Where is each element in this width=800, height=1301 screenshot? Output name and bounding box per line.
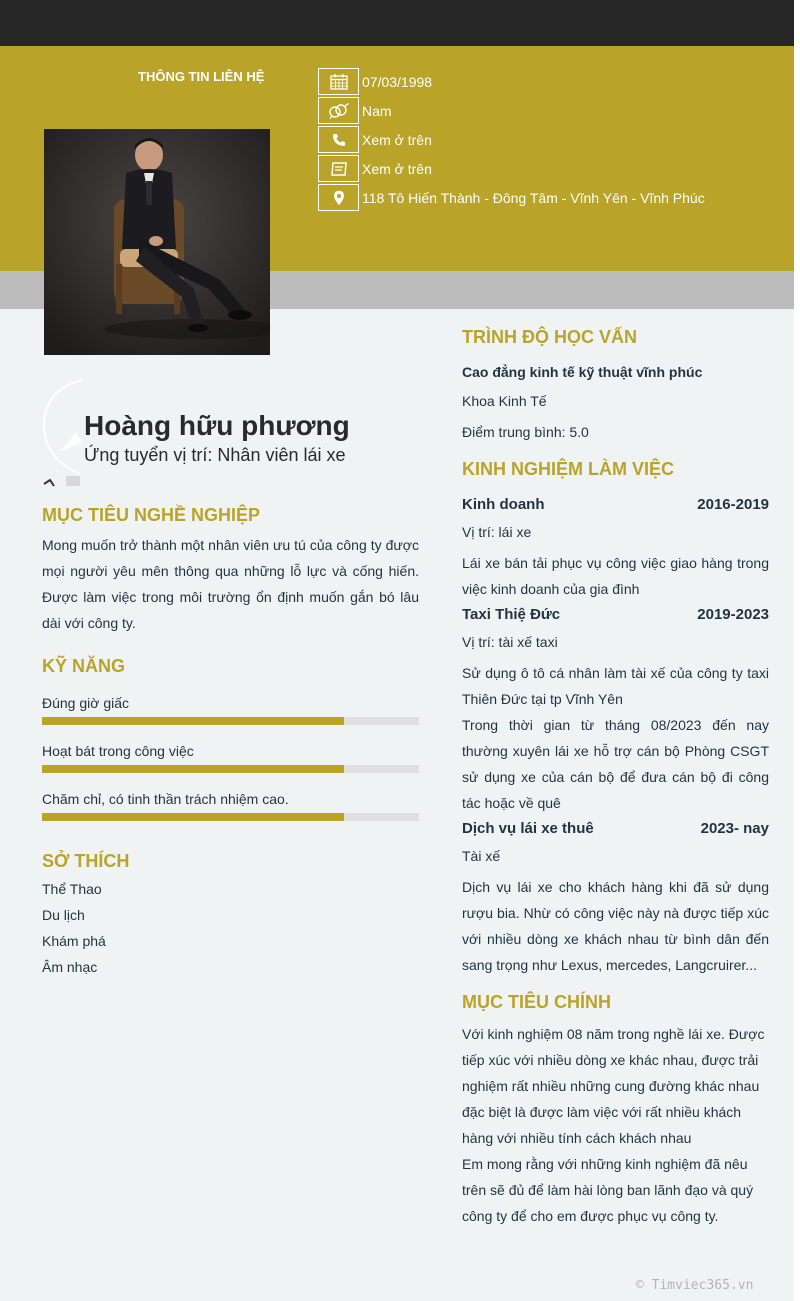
job-period: 2023- nay [700, 820, 769, 837]
job-header [462, 606, 769, 623]
skill-fill [42, 765, 344, 773]
skills-title: KỸ NĂNG [42, 656, 126, 676]
skill-bar [42, 765, 419, 773]
job-item [462, 606, 769, 816]
main-goal-line: trên sẽ đủ để làm hài lòng ban lãnh đạo và quý [462, 1182, 754, 1198]
school-name: Cao đẳng kinh tế kỹ thuật vĩnh phúc [462, 364, 703, 380]
job-role: Vị trí: lái xe [462, 524, 532, 540]
main-goal-line: tiếp xúc với nhiều dòng xe khác nhau, được trải [462, 1052, 759, 1068]
skill-label: Đúng giờ giấc [42, 695, 130, 711]
top-bar [0, 0, 794, 46]
hobby-item: Khám phá [42, 933, 106, 949]
hobbies-list [42, 876, 419, 980]
skill-fill [42, 813, 344, 821]
address-text: 118 Tô Hiến Thành - Đông Tâm - Vĩnh Yên - Vĩnh Phúc [362, 189, 705, 206]
education-title: TRÌNH ĐỘ HỌC VẤN [462, 327, 637, 347]
skill-item [42, 695, 419, 725]
email-text: Xem ở trên [362, 160, 432, 177]
job-company: Taxi Thiệ Đức [462, 606, 561, 623]
email-icon [318, 155, 359, 182]
hobby-item: Thể Thao [42, 881, 102, 897]
skill-label: Chăm chỉ, có tinh thần trách nhiệm cao. [42, 791, 289, 807]
job-company: Dịch vụ lái xe thuê [462, 820, 594, 837]
gpa: Điểm trung bình: 5.0 [462, 424, 589, 440]
skill-item [42, 743, 419, 773]
contact-email [318, 154, 705, 183]
location-icon [318, 184, 359, 211]
job-description: Lái xe bán tải phục vụ công việc giao hàng trong việc kinh doanh của gia đình [462, 555, 769, 597]
job-item [462, 820, 769, 978]
left-column [42, 505, 419, 980]
phone-icon [318, 126, 359, 153]
faculty: Khoa Kinh Tế [462, 393, 547, 409]
contact-gender [318, 96, 705, 125]
skill-label: Hoạt bát trong công việc [42, 743, 194, 759]
job-description: Dịch vụ lái xe cho khách hàng khi đã sử dụng rượu bia. Nhừ có công việc này nà được tiếp xúc với nhiều dòng xe khách nhau từ bình dân đến sang trọng như Lexus, mercedes, Langcruirer... [462, 879, 769, 973]
skill-bar [42, 717, 419, 725]
right-column [462, 327, 769, 1229]
main-goal-line: Với kinh nghiệm 08 năm trong nghề lái xe. Được [462, 1026, 765, 1042]
skill-item [42, 791, 419, 821]
job-description: Sử dụng ô tô cá nhân làm tài xế của công ty taxi Thiên Đức tại tp Vĩnh Yên [462, 665, 769, 707]
job-role: Vị trí: tài xế taxi [462, 634, 558, 650]
job-role: Tài xế [462, 848, 501, 864]
birthdate-text: 07/03/1998 [362, 73, 433, 90]
job-header [462, 820, 769, 837]
profile-photo [44, 129, 270, 355]
calendar-icon [318, 68, 359, 95]
page-edge [794, 0, 800, 1301]
name-block [84, 410, 350, 466]
job-header [462, 496, 769, 513]
main-goal-text [462, 1021, 769, 1229]
job-item [462, 496, 769, 602]
phone-text: Xem ở trên [362, 131, 432, 148]
contact-address [318, 183, 705, 212]
job-period: 2019-2023 [697, 606, 769, 623]
candidate-name: Hoàng hữu phương [84, 410, 350, 441]
main-goal-line: nghiệm rất nhiều những cung đường khác nhau [462, 1078, 760, 1094]
main-goal-line: đặc biệt là được làm việc với rất nhiều khách [462, 1104, 742, 1120]
hobby-item: Du lịch [42, 907, 85, 923]
contact-phone [318, 125, 705, 154]
job-company: Kinh doanh [462, 496, 545, 513]
applied-position: Ứng tuyển vị trí: Nhân viên lái xe [84, 445, 346, 465]
watermark: © Timviec365.vn [636, 1278, 754, 1293]
job-description-extra: Trong thời gian từ tháng 08/2023 đến nay thường xuyên lái xe hỗ trợ cán bộ Phòng CSGT sử dụng xe của cán bộ để đưa cán bộ đi công tác hoặc về quê [462, 717, 769, 811]
skill-fill [42, 717, 344, 725]
contact-title: THÔNG TIN LIÊN HỆ [138, 69, 265, 84]
hobbies-title: SỞ THÍCH [42, 851, 130, 871]
job-period: 2016-2019 [697, 496, 769, 513]
experience-title: KINH NGHIỆM LÀM VIỆC [462, 459, 675, 479]
skill-bar [42, 813, 419, 821]
gender-text: Nam [362, 102, 392, 119]
contact-list [318, 67, 705, 212]
career-goal-title: MỤC TIÊU NGHỀ NGHIỆP [42, 505, 261, 525]
hobby-item: Âm nhạc [42, 959, 98, 975]
contact-birthdate [318, 67, 705, 96]
main-goal-line: hàng với nhiều tính cách khách nhau [462, 1130, 692, 1146]
main-goal-line: Em mong rằng với những kinh nghiệm đã nêu [462, 1156, 748, 1172]
career-goal-text: Mong muốn trở thành một nhân viên ưu tú của công ty được mọi người yêu mên thông qua những lỗ lực và cống hiến. Được làm việc trong môi trường ổn định muốn gắn bó lâu dài với công ty. [42, 537, 419, 631]
gender-icon [318, 97, 359, 124]
main-goal-title: MỤC TIÊU CHÍNH [462, 992, 611, 1012]
main-goal-line: công ty để cho em được phục vụ công ty. [462, 1208, 719, 1224]
